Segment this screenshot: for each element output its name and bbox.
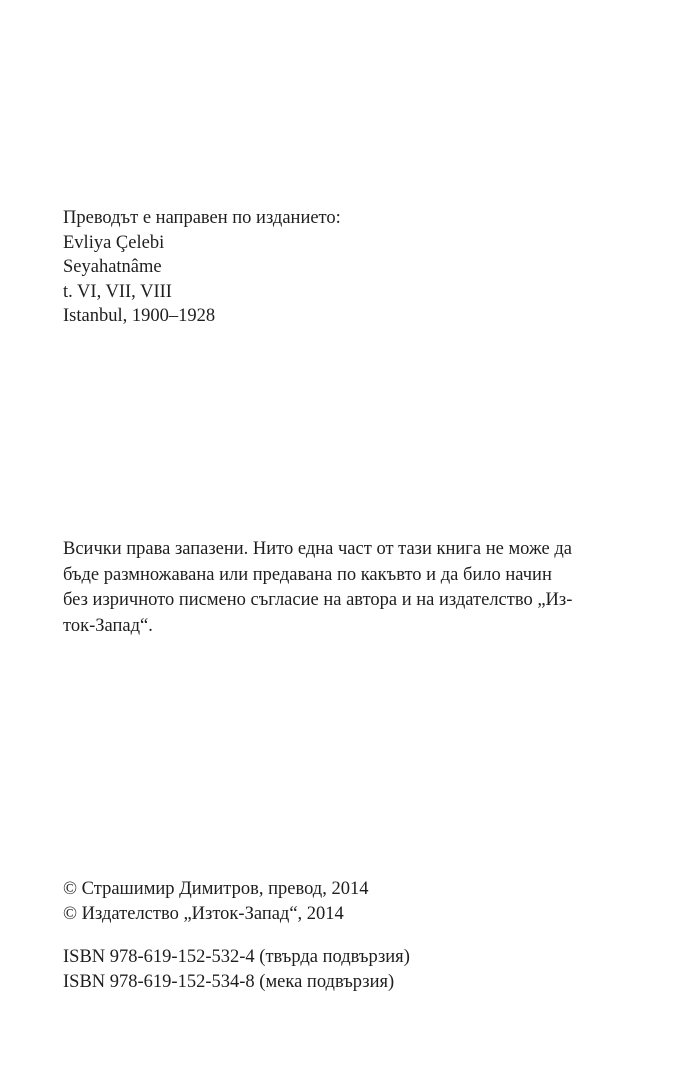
isbn-paperback: ISBN 978-619-152-534-8 (мека подвързия) [63,971,395,992]
isbn-block [63,945,410,994]
copyright-publisher: © Издателство „Изток-Запад“, 2014 [63,903,344,924]
rights-notice-line: без изричното писмено съгласие на автора и на издателство „Из- [63,590,573,610]
isbn-hardcover: ISBN 978-619-152-532-4 (твърда подвързия) [63,947,410,967]
source-volumes: t. VI, VII, VIII [63,281,172,302]
rights-notice-line: ток-Запад“. [63,615,153,636]
rights-notice-line: Всички права запазени. Нито една част от тази книга не може да [63,539,572,559]
translation-source-block [63,206,341,329]
source-author: Evliya Çelebi [63,232,165,253]
copyright-translator: © Страшимир Димитров, превод, 2014 [63,879,369,899]
source-place-years: Istanbul, 1900–1928 [63,306,216,326]
rights-notice [63,537,638,639]
copyright-block [63,877,368,926]
translation-source-intro: Преводът е направен по изданието: [63,208,341,228]
source-work-title: Seyahatnâme [63,257,162,277]
rights-notice-line: бъде размножавана или предавана по какъвто и да било начин [63,564,552,585]
